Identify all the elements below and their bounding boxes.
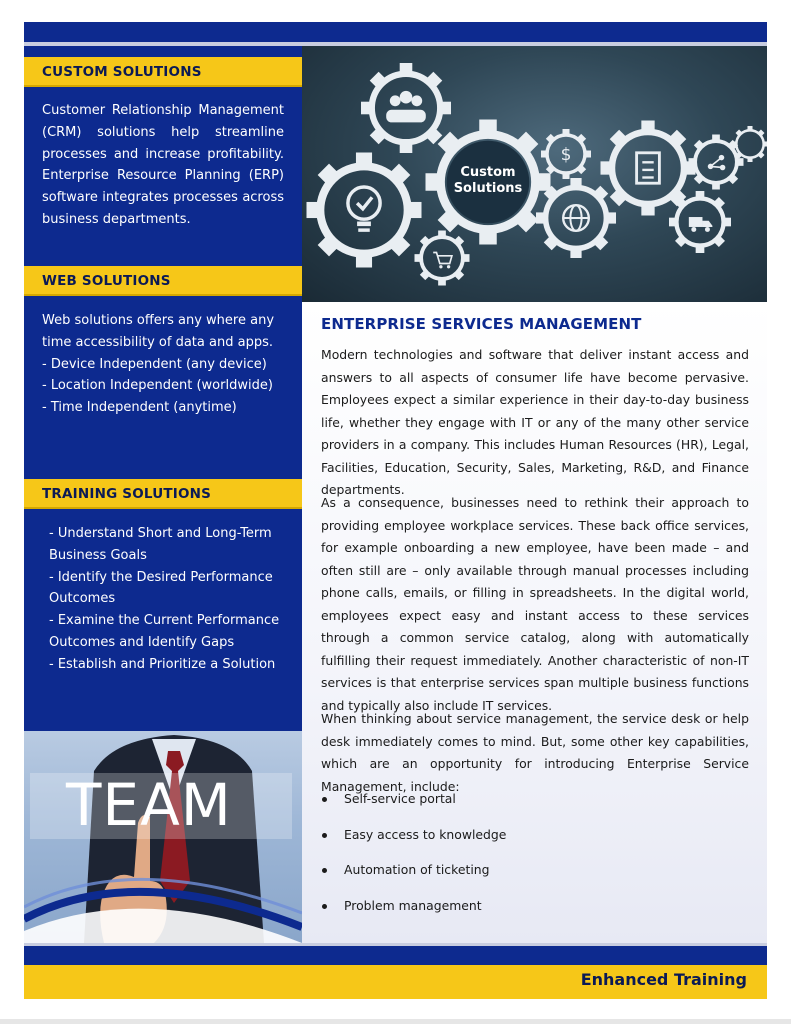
hero-image <box>302 46 767 302</box>
list-item <box>321 859 506 895</box>
svg-text:$: $ <box>560 145 572 165</box>
main-paragraph: As a consequence, businesses need to rethink their approach to providing employee workplace services. These back office services, for example onboarding a new employee, have been made – and often still are – only available through manual processes including phone calls, emails, or filling in spreadsheets. In the digital world, employees expect easy and instant access to these services through a common service catalog, along with automatically fulfilling their request immediately. Another characteristic of non-IT services is that enterprise services span multiple business functions and typically also include IT services. <box>321 495 749 713</box>
page-edge <box>0 1019 791 1024</box>
main-paragraph: Modern technologies and software that deliver instant access and answers to all aspects of consumer life have become pervasive. Employees expect a similar experience in their day-to-day business life, whether they engage with IT or any of the many other service providers in a company. This includes Human Resources (HR), Legal, Facilities, Education, Security, Sales, Marketing, R&D, and Finance departments. <box>321 347 749 497</box>
list-item <box>321 788 506 824</box>
hero-center-label-1: Custom <box>460 165 516 180</box>
cart-icon <box>415 231 470 286</box>
training-item <box>42 567 284 611</box>
capabilities-list <box>321 788 506 930</box>
team-word: TEAM <box>66 771 232 839</box>
web-solutions-item: - Time Independent (anytime) <box>42 400 237 416</box>
team-photo <box>24 731 302 943</box>
training-item-continuation: Outcomes and Identify Gaps <box>49 634 235 650</box>
main-title: ENTERPRISE SERVICES MANAGEMENT <box>321 315 642 333</box>
training-item-line: - Establish and Prioritize a Solution <box>49 656 276 672</box>
dollar-icon <box>541 129 591 179</box>
web-solutions-item: - Device Independent (any device) <box>42 356 267 372</box>
gear-icon <box>732 126 767 162</box>
web-solutions-heading: WEB SOLUTIONS <box>24 266 302 296</box>
list-item-text: Problem management <box>344 897 482 913</box>
custom-solutions-heading: CUSTOM SOLUTIONS <box>24 57 302 87</box>
training-solutions-heading: TRAINING SOLUTIONS <box>24 479 302 509</box>
globe-icon <box>536 178 616 258</box>
custom-solutions-text: Customer Relationship Management (CRM) solutions help streamline processes and increase profitability. Enterprise Resource Planning (ERP) software integrates processes across business departments. <box>42 103 284 227</box>
bottom-band-divider <box>24 943 767 946</box>
list-item-text: Self-service portal <box>344 791 456 806</box>
list-item <box>321 895 506 931</box>
bullet-icon <box>322 833 327 838</box>
bullet-icon <box>322 904 327 909</box>
list-item-text: Automation of ticketing <box>344 862 490 877</box>
training-item-continuation: Outcomes <box>49 591 116 607</box>
training-item <box>42 523 284 567</box>
hero-center-label-2: Solutions <box>453 181 523 196</box>
footer <box>24 965 767 999</box>
top-band <box>24 22 767 42</box>
training-item-continuation: Business Goals <box>49 547 147 563</box>
bullet-icon <box>322 797 327 802</box>
lightbulb-icon <box>307 153 422 268</box>
list-item-text: Easy access to knowledge <box>344 826 507 842</box>
web-solutions-intro: Web solutions offers any where any time accessibility of data and apps. <box>42 313 275 350</box>
bottom-band <box>24 943 767 965</box>
bullet-icon <box>322 868 327 873</box>
list-item <box>321 824 506 860</box>
training-item <box>42 610 284 654</box>
training-item-line: - Identify the Desired Performance <box>49 569 273 585</box>
training-solutions-list <box>42 523 284 676</box>
training-item-line: - Understand Short and Long-Term <box>49 526 272 541</box>
training-item <box>42 654 284 676</box>
people-icon <box>361 63 451 153</box>
web-solutions-item: - Location Independent (worldwide) <box>42 378 273 394</box>
web-solutions-text <box>42 310 284 419</box>
truck-icon <box>669 191 731 253</box>
gears-illustration <box>302 46 767 302</box>
training-item-line: - Examine the Current Performance <box>49 613 280 629</box>
main-paragraph: When thinking about service management, the service desk or help desk immediately comes to mind. But, some other key capabilities, which are an opportunity for introducing Enterprise Service Management, include: <box>321 711 749 794</box>
footer-brand: Enhanced Training <box>580 970 747 989</box>
